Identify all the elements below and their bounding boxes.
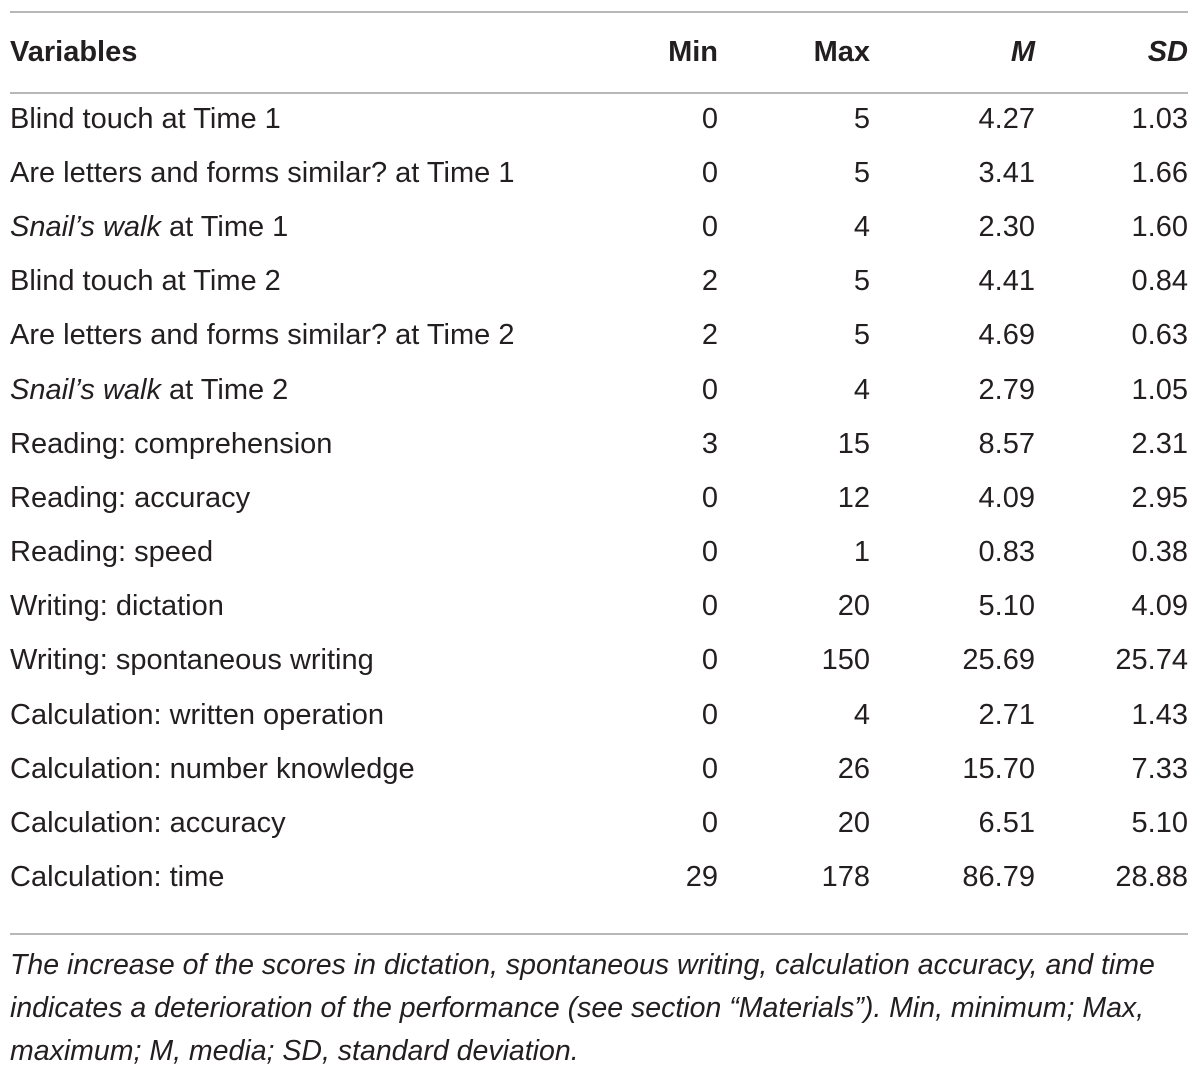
mean-cell: 25.69 bbox=[962, 644, 1035, 677]
table-row bbox=[10, 417, 1188, 471]
variable-name: Calculation: number knowledge bbox=[10, 752, 415, 785]
mean-cell: 2.30 bbox=[978, 210, 1035, 243]
sd-cell: 4.09 bbox=[1131, 590, 1188, 623]
min-cell: 2 bbox=[701, 265, 718, 298]
max-cell: 4 bbox=[853, 698, 870, 731]
variable-name: Are letters and forms similar? at Time 1 bbox=[10, 156, 515, 189]
table-row bbox=[10, 146, 1188, 200]
variable-name: Blind touch at Time 2 bbox=[10, 265, 281, 298]
max-cell: 15 bbox=[837, 427, 870, 460]
min-cell: 0 bbox=[701, 752, 718, 785]
min-cell: 2 bbox=[701, 319, 718, 352]
sd-cell: 5.10 bbox=[1131, 807, 1188, 840]
variable-name: at Time 2 bbox=[160, 373, 289, 406]
min-cell: 0 bbox=[701, 481, 718, 514]
variable-name-cell bbox=[10, 417, 630, 471]
max-cell: 20 bbox=[837, 590, 870, 623]
table-row bbox=[10, 526, 1188, 580]
max-cell: 12 bbox=[837, 481, 870, 514]
min-cell: 0 bbox=[701, 698, 718, 731]
mean-cell: 15.70 bbox=[962, 752, 1035, 785]
max-cell: 5 bbox=[853, 102, 870, 135]
max-cell: 178 bbox=[821, 861, 870, 894]
table-row bbox=[10, 255, 1188, 309]
max-cell: 4 bbox=[853, 210, 870, 243]
sd-cell: 2.95 bbox=[1131, 481, 1188, 514]
min-cell: 3 bbox=[701, 427, 718, 460]
mean-cell: 86.79 bbox=[962, 861, 1035, 894]
variable-name: Blind touch at Time 1 bbox=[10, 102, 281, 135]
variable-name-cell bbox=[10, 200, 630, 254]
mean-cell: 4.41 bbox=[978, 265, 1035, 298]
mean-cell: 4.09 bbox=[978, 481, 1035, 514]
variable-name-cell bbox=[10, 526, 630, 580]
sd-cell: 28.88 bbox=[1115, 861, 1188, 894]
table-row bbox=[10, 742, 1188, 796]
table-bottom-rule bbox=[10, 933, 1188, 935]
min-cell: 0 bbox=[701, 373, 718, 406]
variable-name: Reading: speed bbox=[10, 536, 214, 569]
variable-name-cell bbox=[10, 634, 630, 688]
variable-name-cell bbox=[10, 471, 630, 525]
variable-name-cell bbox=[10, 255, 630, 309]
max-cell: 5 bbox=[853, 156, 870, 189]
sd-cell: 0.63 bbox=[1131, 319, 1188, 352]
table-body bbox=[10, 92, 1188, 905]
max-cell: 1 bbox=[853, 536, 870, 569]
table-row bbox=[10, 200, 1188, 254]
variable-name: Are letters and forms similar? at Time 2 bbox=[10, 319, 515, 352]
table-row bbox=[10, 309, 1188, 363]
variable-name: at Time 1 bbox=[160, 210, 289, 243]
sd-cell: 25.74 bbox=[1115, 644, 1188, 677]
table-row bbox=[10, 688, 1188, 742]
variable-name: Writing: spontaneous writing bbox=[10, 644, 374, 677]
variable-name: Calculation: written operation bbox=[10, 698, 384, 731]
mean-cell: 4.27 bbox=[978, 102, 1035, 135]
min-cell: 0 bbox=[701, 102, 718, 135]
min-cell: 0 bbox=[701, 807, 718, 840]
mean-cell: 2.71 bbox=[978, 698, 1035, 731]
variable-name-cell bbox=[10, 309, 630, 363]
mean-cell: 5.10 bbox=[978, 590, 1035, 623]
descriptive-statistics-table bbox=[10, 13, 1188, 905]
max-cell: 5 bbox=[853, 265, 870, 298]
variable-name-italic: Snail’s walk bbox=[10, 210, 161, 243]
min-cell: 0 bbox=[701, 590, 718, 623]
table-row bbox=[10, 851, 1188, 905]
max-cell: 5 bbox=[853, 319, 870, 352]
sd-cell: 7.33 bbox=[1131, 752, 1188, 785]
variable-name: Reading: comprehension bbox=[10, 427, 333, 460]
table-row bbox=[10, 580, 1188, 634]
mean-cell: 2.79 bbox=[978, 373, 1035, 406]
variable-name-cell bbox=[10, 851, 630, 905]
table-row bbox=[10, 796, 1188, 850]
max-cell: 20 bbox=[837, 807, 870, 840]
table-header-row bbox=[10, 13, 1188, 92]
max-cell: 150 bbox=[821, 644, 870, 677]
variable-name-cell bbox=[10, 580, 630, 634]
header-variables: Variables bbox=[10, 36, 138, 68]
sd-cell: 1.43 bbox=[1131, 698, 1188, 731]
mean-cell: 4.69 bbox=[978, 319, 1035, 352]
max-cell: 26 bbox=[837, 752, 870, 785]
min-cell: 0 bbox=[701, 644, 718, 677]
table-row bbox=[10, 92, 1188, 146]
min-cell: 0 bbox=[701, 210, 718, 243]
variable-name-cell bbox=[10, 688, 630, 742]
mean-cell: 8.57 bbox=[978, 427, 1035, 460]
table-row bbox=[10, 471, 1188, 525]
mean-cell: 6.51 bbox=[978, 807, 1035, 840]
sd-cell: 0.84 bbox=[1131, 265, 1188, 298]
sd-cell: 0.38 bbox=[1131, 536, 1188, 569]
table-row bbox=[10, 634, 1188, 688]
table-row bbox=[10, 363, 1188, 417]
variable-name: Reading: accuracy bbox=[10, 481, 251, 514]
mean-cell: 3.41 bbox=[978, 156, 1035, 189]
min-cell: 0 bbox=[701, 156, 718, 189]
header-sd: SD bbox=[1147, 36, 1188, 68]
variable-name-cell bbox=[10, 146, 630, 200]
header-min: Min bbox=[668, 36, 718, 68]
header-m: M bbox=[1010, 36, 1035, 68]
sd-cell: 1.03 bbox=[1131, 102, 1188, 135]
variable-name: Calculation: time bbox=[10, 861, 225, 894]
table-footnote: The increase of the scores in dictation, spontaneous writing, calculation accuracy, and time indicates a deterioration of the performance (see section “Materials”). Min, minimum; Max, maximum; M, media; SD, standard deviation. bbox=[10, 949, 1155, 1067]
min-cell: 29 bbox=[685, 861, 718, 894]
mean-cell: 0.83 bbox=[978, 536, 1035, 569]
variable-name: Writing: dictation bbox=[10, 590, 224, 623]
variable-name-italic: Snail’s walk bbox=[10, 373, 161, 406]
variable-name-cell bbox=[10, 742, 630, 796]
header-max: Max bbox=[813, 36, 870, 68]
variable-name: Calculation: accuracy bbox=[10, 807, 286, 840]
variable-name-cell bbox=[10, 796, 630, 850]
sd-cell: 1.60 bbox=[1131, 210, 1188, 243]
max-cell: 4 bbox=[853, 373, 870, 406]
variable-name-cell bbox=[10, 92, 630, 146]
sd-cell: 1.05 bbox=[1131, 373, 1188, 406]
sd-cell: 1.66 bbox=[1131, 156, 1188, 189]
min-cell: 0 bbox=[701, 536, 718, 569]
variable-name-cell bbox=[10, 363, 630, 417]
sd-cell: 2.31 bbox=[1131, 427, 1188, 460]
